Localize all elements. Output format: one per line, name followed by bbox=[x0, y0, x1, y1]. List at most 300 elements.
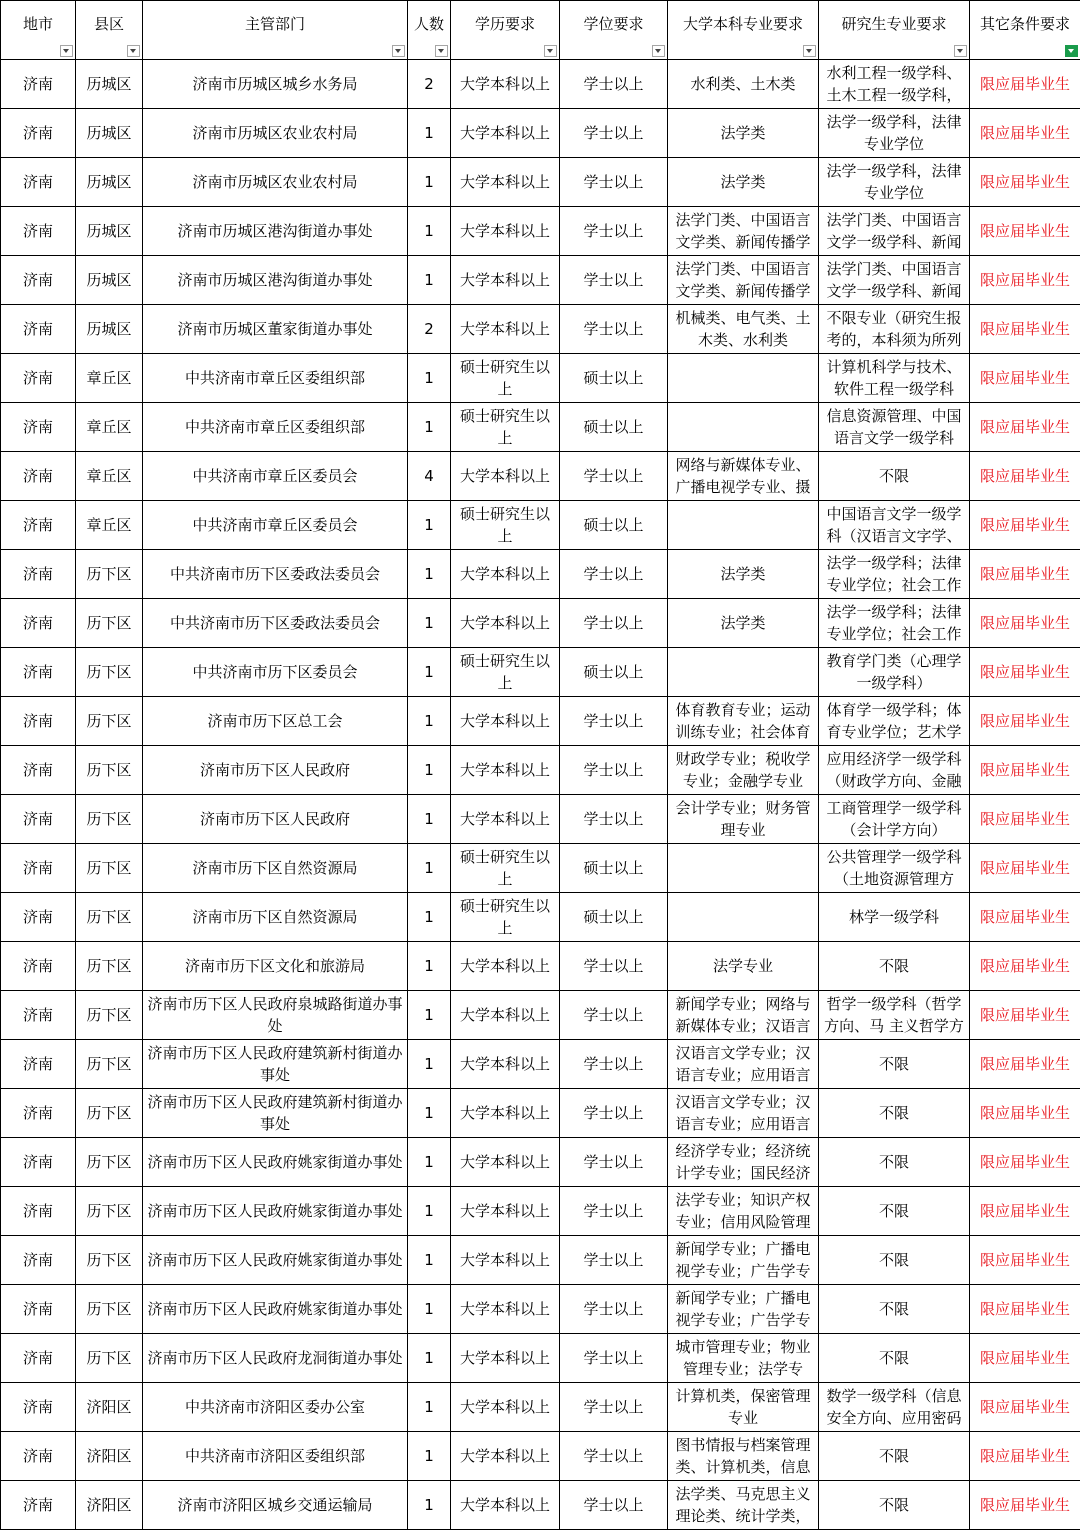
cell-degree[interactable]: 学士以上 bbox=[560, 550, 668, 599]
cell-degree[interactable]: 学士以上 bbox=[560, 158, 668, 207]
cell-city[interactable]: 济南 bbox=[1, 991, 76, 1040]
cell-education[interactable]: 大学本科以上 bbox=[451, 1334, 560, 1383]
cell-grad-major[interactable]: 中国语言文学一级学科（汉语言文字学、 bbox=[819, 501, 970, 550]
cell-education[interactable]: 硕士研究生以上 bbox=[451, 501, 560, 550]
cell-undergrad-major[interactable]: 经济学专业；经济统计学专业；国民经济 bbox=[668, 1138, 819, 1187]
cell-education[interactable]: 大学本科以上 bbox=[451, 550, 560, 599]
cell-undergrad-major[interactable]: 法学门类、中国语言文学类、新闻传播学 bbox=[668, 207, 819, 256]
cell-undergrad-major[interactable]: 新闻学专业；网络与新媒体专业；汉语言 bbox=[668, 991, 819, 1040]
cell-city[interactable]: 济南 bbox=[1, 1236, 76, 1285]
cell-department[interactable]: 济南市历城区农业农村局 bbox=[143, 158, 408, 207]
cell-other[interactable]: 限应届毕业生 bbox=[970, 1285, 1080, 1334]
filter-dropdown-icon[interactable] bbox=[435, 45, 448, 57]
cell-district[interactable]: 历城区 bbox=[76, 256, 143, 305]
cell-grad-major[interactable]: 不限 bbox=[819, 1432, 970, 1481]
cell-department[interactable]: 济南市历城区港沟街道办事处 bbox=[143, 207, 408, 256]
cell-department[interactable]: 济南市历下区人民政府姚家街道办事处 bbox=[143, 1285, 408, 1334]
cell-count[interactable]: 1 bbox=[408, 158, 451, 207]
cell-city[interactable]: 济南 bbox=[1, 1383, 76, 1432]
cell-other[interactable]: 限应届毕业生 bbox=[970, 1481, 1080, 1530]
cell-count[interactable]: 1 bbox=[408, 207, 451, 256]
table-row[interactable] bbox=[1, 403, 1080, 452]
cell-grad-major[interactable]: 法学一级学科，法律专业学位 bbox=[819, 109, 970, 158]
cell-education[interactable]: 大学本科以上 bbox=[451, 109, 560, 158]
cell-education[interactable]: 大学本科以上 bbox=[451, 1236, 560, 1285]
cell-other[interactable]: 限应届毕业生 bbox=[970, 109, 1080, 158]
cell-city[interactable]: 济南 bbox=[1, 1040, 76, 1089]
cell-degree[interactable]: 学士以上 bbox=[560, 109, 668, 158]
cell-undergrad-major[interactable] bbox=[668, 893, 819, 942]
cell-education[interactable]: 大学本科以上 bbox=[451, 1040, 560, 1089]
cell-count[interactable]: 1 bbox=[408, 256, 451, 305]
cell-undergrad-major[interactable]: 财政学专业；税收学专业；金融学专业 bbox=[668, 746, 819, 795]
cell-education[interactable]: 大学本科以上 bbox=[451, 697, 560, 746]
cell-education[interactable]: 大学本科以上 bbox=[451, 1089, 560, 1138]
cell-department[interactable]: 济南市历下区人民政府建筑新村街道办事处 bbox=[143, 1089, 408, 1138]
cell-district[interactable]: 历城区 bbox=[76, 158, 143, 207]
cell-degree[interactable]: 学士以上 bbox=[560, 1138, 668, 1187]
cell-department[interactable]: 中共济南市章丘区委员会 bbox=[143, 452, 408, 501]
filter-dropdown-icon[interactable] bbox=[803, 45, 816, 57]
cell-department[interactable]: 中共济南市历下区委政法委员会 bbox=[143, 599, 408, 648]
cell-undergrad-major[interactable]: 法学专业 bbox=[668, 942, 819, 991]
table-row[interactable] bbox=[1, 1334, 1080, 1383]
cell-count[interactable]: 1 bbox=[408, 648, 451, 697]
cell-department[interactable]: 济南市历下区人民政府泉城路街道办事处 bbox=[143, 991, 408, 1040]
cell-city[interactable]: 济南 bbox=[1, 893, 76, 942]
cell-city[interactable]: 济南 bbox=[1, 599, 76, 648]
cell-degree[interactable]: 学士以上 bbox=[560, 1285, 668, 1334]
cell-education[interactable]: 硕士研究生以上 bbox=[451, 648, 560, 697]
cell-education[interactable]: 大学本科以上 bbox=[451, 1383, 560, 1432]
cell-count[interactable]: 1 bbox=[408, 1334, 451, 1383]
cell-education[interactable]: 大学本科以上 bbox=[451, 1187, 560, 1236]
cell-education[interactable]: 硕士研究生以上 bbox=[451, 403, 560, 452]
cell-department[interactable]: 济南市历下区文化和旅游局 bbox=[143, 942, 408, 991]
cell-other[interactable]: 限应届毕业生 bbox=[970, 1236, 1080, 1285]
cell-city[interactable]: 济南 bbox=[1, 354, 76, 403]
cell-count[interactable]: 1 bbox=[408, 403, 451, 452]
cell-city[interactable]: 济南 bbox=[1, 403, 76, 452]
table-row[interactable] bbox=[1, 305, 1080, 354]
cell-district[interactable]: 历城区 bbox=[76, 60, 143, 109]
cell-grad-major[interactable]: 不限 bbox=[819, 1187, 970, 1236]
cell-undergrad-major[interactable]: 法学门类、中国语言文学类、新闻传播学 bbox=[668, 256, 819, 305]
cell-education[interactable]: 硕士研究生以上 bbox=[451, 844, 560, 893]
table-row[interactable] bbox=[1, 1383, 1080, 1432]
table-row[interactable] bbox=[1, 697, 1080, 746]
cell-grad-major[interactable]: 不限 bbox=[819, 1089, 970, 1138]
cell-other[interactable]: 限应届毕业生 bbox=[970, 452, 1080, 501]
cell-count[interactable]: 1 bbox=[408, 599, 451, 648]
cell-count[interactable]: 2 bbox=[408, 305, 451, 354]
cell-undergrad-major[interactable]: 图书情报与档案管理类、计算机类，信息 bbox=[668, 1432, 819, 1481]
cell-other[interactable]: 限应届毕业生 bbox=[970, 648, 1080, 697]
cell-district[interactable]: 历下区 bbox=[76, 1138, 143, 1187]
cell-city[interactable]: 济南 bbox=[1, 501, 76, 550]
cell-district[interactable]: 历下区 bbox=[76, 550, 143, 599]
cell-department[interactable]: 中共济南市章丘区委员会 bbox=[143, 501, 408, 550]
cell-department[interactable]: 济南市历下区人民政府龙洞街道办事处 bbox=[143, 1334, 408, 1383]
cell-undergrad-major[interactable]: 汉语言文学专业；汉语言专业；应用语言 bbox=[668, 1040, 819, 1089]
cell-district[interactable]: 历下区 bbox=[76, 795, 143, 844]
table-row[interactable] bbox=[1, 354, 1080, 403]
cell-undergrad-major[interactable]: 法学专业；知识产权专业；信用风险管理 bbox=[668, 1187, 819, 1236]
cell-department[interactable]: 济南市历城区董家街道办事处 bbox=[143, 305, 408, 354]
cell-grad-major[interactable]: 不限专业（研究生报考的，本科须为所列 bbox=[819, 305, 970, 354]
cell-count[interactable]: 1 bbox=[408, 1285, 451, 1334]
cell-city[interactable]: 济南 bbox=[1, 109, 76, 158]
cell-department[interactable]: 济南市历城区城乡水务局 bbox=[143, 60, 408, 109]
cell-district[interactable]: 历城区 bbox=[76, 207, 143, 256]
cell-city[interactable]: 济南 bbox=[1, 1432, 76, 1481]
cell-degree[interactable]: 学士以上 bbox=[560, 599, 668, 648]
cell-undergrad-major[interactable]: 新闻学专业；广播电视学专业；广告学专 bbox=[668, 1285, 819, 1334]
cell-education[interactable]: 大学本科以上 bbox=[451, 599, 560, 648]
filter-active-icon[interactable] bbox=[1065, 45, 1078, 57]
cell-department[interactable]: 济南市历下区人民政府 bbox=[143, 795, 408, 844]
cell-district[interactable]: 章丘区 bbox=[76, 354, 143, 403]
cell-education[interactable]: 硕士研究生以上 bbox=[451, 893, 560, 942]
column-header-other[interactable]: 其它条件要求 bbox=[970, 1, 1080, 60]
cell-degree[interactable]: 硕士以上 bbox=[560, 648, 668, 697]
cell-district[interactable]: 章丘区 bbox=[76, 403, 143, 452]
table-row[interactable] bbox=[1, 60, 1080, 109]
cell-degree[interactable]: 学士以上 bbox=[560, 942, 668, 991]
cell-count[interactable]: 1 bbox=[408, 109, 451, 158]
cell-city[interactable]: 济南 bbox=[1, 1334, 76, 1383]
cell-undergrad-major[interactable] bbox=[668, 844, 819, 893]
cell-district[interactable]: 历下区 bbox=[76, 599, 143, 648]
cell-count[interactable]: 1 bbox=[408, 991, 451, 1040]
cell-city[interactable]: 济南 bbox=[1, 746, 76, 795]
table-row[interactable] bbox=[1, 893, 1080, 942]
cell-department[interactable]: 中共济南市历下区委员会 bbox=[143, 648, 408, 697]
cell-other[interactable]: 限应届毕业生 bbox=[970, 256, 1080, 305]
cell-city[interactable]: 济南 bbox=[1, 1089, 76, 1138]
cell-district[interactable]: 历下区 bbox=[76, 991, 143, 1040]
cell-department[interactable]: 济南市历下区自然资源局 bbox=[143, 893, 408, 942]
cell-degree[interactable]: 学士以上 bbox=[560, 60, 668, 109]
table-row[interactable] bbox=[1, 1089, 1080, 1138]
cell-education[interactable]: 大学本科以上 bbox=[451, 158, 560, 207]
cell-degree[interactable]: 学士以上 bbox=[560, 305, 668, 354]
filter-dropdown-icon[interactable] bbox=[392, 45, 405, 57]
column-header-grad-major[interactable]: 研究生专业要求 bbox=[819, 1, 970, 60]
cell-other[interactable]: 限应届毕业生 bbox=[970, 550, 1080, 599]
cell-undergrad-major[interactable]: 城市管理专业；物业管理专业；法学专 bbox=[668, 1334, 819, 1383]
cell-district[interactable]: 历下区 bbox=[76, 1089, 143, 1138]
cell-city[interactable]: 济南 bbox=[1, 452, 76, 501]
cell-degree[interactable]: 学士以上 bbox=[560, 1089, 668, 1138]
table-row[interactable] bbox=[1, 1481, 1080, 1530]
filter-dropdown-icon[interactable] bbox=[127, 45, 140, 57]
cell-district[interactable]: 历下区 bbox=[76, 893, 143, 942]
cell-undergrad-major[interactable]: 法学类 bbox=[668, 158, 819, 207]
cell-education[interactable]: 大学本科以上 bbox=[451, 795, 560, 844]
table-row[interactable] bbox=[1, 599, 1080, 648]
table-row[interactable] bbox=[1, 550, 1080, 599]
cell-district[interactable]: 历下区 bbox=[76, 697, 143, 746]
cell-undergrad-major[interactable]: 法学类 bbox=[668, 550, 819, 599]
cell-city[interactable]: 济南 bbox=[1, 1187, 76, 1236]
column-header-district[interactable]: 县区 bbox=[76, 1, 143, 60]
cell-education[interactable]: 大学本科以上 bbox=[451, 305, 560, 354]
cell-degree[interactable]: 学士以上 bbox=[560, 207, 668, 256]
cell-other[interactable]: 限应届毕业生 bbox=[970, 60, 1080, 109]
cell-undergrad-major[interactable]: 体育教育专业；运动训练专业；社会体育 bbox=[668, 697, 819, 746]
filter-dropdown-icon[interactable] bbox=[954, 45, 967, 57]
cell-education[interactable]: 大学本科以上 bbox=[451, 942, 560, 991]
cell-grad-major[interactable]: 不限 bbox=[819, 1236, 970, 1285]
cell-other[interactable]: 限应届毕业生 bbox=[970, 1432, 1080, 1481]
table-row[interactable] bbox=[1, 109, 1080, 158]
cell-education[interactable]: 大学本科以上 bbox=[451, 256, 560, 305]
cell-city[interactable]: 济南 bbox=[1, 1481, 76, 1530]
cell-count[interactable]: 1 bbox=[408, 893, 451, 942]
cell-count[interactable]: 1 bbox=[408, 697, 451, 746]
table-row[interactable] bbox=[1, 1432, 1080, 1481]
cell-degree[interactable]: 硕士以上 bbox=[560, 844, 668, 893]
table-row[interactable] bbox=[1, 158, 1080, 207]
cell-department[interactable]: 中共济南市章丘区委组织部 bbox=[143, 403, 408, 452]
cell-count[interactable]: 1 bbox=[408, 550, 451, 599]
cell-department[interactable]: 济南市历下区人民政府姚家街道办事处 bbox=[143, 1187, 408, 1236]
cell-other[interactable]: 限应届毕业生 bbox=[970, 746, 1080, 795]
cell-undergrad-major[interactable]: 网络与新媒体专业、广播电视学专业、摄 bbox=[668, 452, 819, 501]
cell-city[interactable]: 济南 bbox=[1, 844, 76, 893]
cell-other[interactable]: 限应届毕业生 bbox=[970, 1334, 1080, 1383]
cell-district[interactable]: 历下区 bbox=[76, 942, 143, 991]
cell-city[interactable]: 济南 bbox=[1, 697, 76, 746]
filter-dropdown-icon[interactable] bbox=[60, 45, 73, 57]
cell-degree[interactable]: 学士以上 bbox=[560, 1481, 668, 1530]
cell-undergrad-major[interactable]: 法学类、马克思主义理论类、统计学类， bbox=[668, 1481, 819, 1530]
cell-degree[interactable]: 硕士以上 bbox=[560, 893, 668, 942]
cell-district[interactable]: 历下区 bbox=[76, 648, 143, 697]
cell-undergrad-major[interactable] bbox=[668, 403, 819, 452]
cell-count[interactable]: 1 bbox=[408, 1383, 451, 1432]
cell-education[interactable]: 大学本科以上 bbox=[451, 1481, 560, 1530]
table-row[interactable] bbox=[1, 1236, 1080, 1285]
table-row[interactable] bbox=[1, 746, 1080, 795]
cell-degree[interactable]: 硕士以上 bbox=[560, 354, 668, 403]
cell-other[interactable]: 限应届毕业生 bbox=[970, 991, 1080, 1040]
cell-grad-major[interactable]: 不限 bbox=[819, 1334, 970, 1383]
table-row[interactable] bbox=[1, 795, 1080, 844]
cell-grad-major[interactable]: 不限 bbox=[819, 1285, 970, 1334]
cell-grad-major[interactable]: 体育学一级学科；体育专业学位；艺术学 bbox=[819, 697, 970, 746]
filter-dropdown-icon[interactable] bbox=[544, 45, 557, 57]
cell-city[interactable]: 济南 bbox=[1, 648, 76, 697]
cell-other[interactable]: 限应届毕业生 bbox=[970, 1383, 1080, 1432]
cell-other[interactable]: 限应届毕业生 bbox=[970, 1187, 1080, 1236]
cell-degree[interactable]: 学士以上 bbox=[560, 1040, 668, 1089]
cell-grad-major[interactable]: 工商管理学一级学科（会计学方向） bbox=[819, 795, 970, 844]
cell-grad-major[interactable]: 信息资源管理、中国语言文学一级学科 bbox=[819, 403, 970, 452]
cell-department[interactable]: 济南市历城区农业农村局 bbox=[143, 109, 408, 158]
cell-grad-major[interactable]: 哲学一级学科（哲学方向、马 主义哲学方 bbox=[819, 991, 970, 1040]
column-header-education[interactable]: 学历要求 bbox=[451, 1, 560, 60]
cell-undergrad-major[interactable] bbox=[668, 501, 819, 550]
cell-grad-major[interactable]: 法学一级学科，法律专业学位 bbox=[819, 158, 970, 207]
cell-count[interactable]: 1 bbox=[408, 501, 451, 550]
cell-other[interactable]: 限应届毕业生 bbox=[970, 697, 1080, 746]
cell-other[interactable]: 限应届毕业生 bbox=[970, 1138, 1080, 1187]
cell-other[interactable]: 限应届毕业生 bbox=[970, 403, 1080, 452]
cell-education[interactable]: 硕士研究生以上 bbox=[451, 354, 560, 403]
cell-city[interactable]: 济南 bbox=[1, 158, 76, 207]
cell-city[interactable]: 济南 bbox=[1, 1285, 76, 1334]
cell-count[interactable]: 1 bbox=[408, 942, 451, 991]
cell-degree[interactable]: 学士以上 bbox=[560, 1334, 668, 1383]
cell-department[interactable]: 济南市历下区人民政府姚家街道办事处 bbox=[143, 1236, 408, 1285]
cell-other[interactable]: 限应届毕业生 bbox=[970, 893, 1080, 942]
cell-city[interactable]: 济南 bbox=[1, 942, 76, 991]
cell-undergrad-major[interactable] bbox=[668, 648, 819, 697]
cell-district[interactable]: 历下区 bbox=[76, 844, 143, 893]
cell-count[interactable]: 4 bbox=[408, 452, 451, 501]
cell-degree[interactable]: 学士以上 bbox=[560, 991, 668, 1040]
cell-district[interactable]: 历下区 bbox=[76, 1236, 143, 1285]
cell-department[interactable]: 济南市历下区自然资源局 bbox=[143, 844, 408, 893]
column-header-count[interactable]: 人数 bbox=[408, 1, 451, 60]
cell-education[interactable]: 大学本科以上 bbox=[451, 452, 560, 501]
cell-education[interactable]: 大学本科以上 bbox=[451, 746, 560, 795]
table-row[interactable] bbox=[1, 1040, 1080, 1089]
cell-grad-major[interactable]: 数学一级学科（信息安全方向、应用密码 bbox=[819, 1383, 970, 1432]
table-row[interactable] bbox=[1, 256, 1080, 305]
cell-other[interactable]: 限应届毕业生 bbox=[970, 158, 1080, 207]
cell-department[interactable]: 济南市历下区人民政府姚家街道办事处 bbox=[143, 1138, 408, 1187]
cell-other[interactable]: 限应届毕业生 bbox=[970, 207, 1080, 256]
cell-grad-major[interactable]: 公共管理学一级学科（土地资源管理方 bbox=[819, 844, 970, 893]
table-row[interactable] bbox=[1, 991, 1080, 1040]
cell-degree[interactable]: 硕士以上 bbox=[560, 501, 668, 550]
cell-education[interactable]: 大学本科以上 bbox=[451, 1285, 560, 1334]
cell-other[interactable]: 限应届毕业生 bbox=[970, 599, 1080, 648]
cell-other[interactable]: 限应届毕业生 bbox=[970, 942, 1080, 991]
cell-other[interactable]: 限应届毕业生 bbox=[970, 354, 1080, 403]
cell-degree[interactable]: 硕士以上 bbox=[560, 403, 668, 452]
cell-education[interactable]: 大学本科以上 bbox=[451, 207, 560, 256]
cell-district[interactable]: 章丘区 bbox=[76, 501, 143, 550]
cell-undergrad-major[interactable]: 水利类、土木类 bbox=[668, 60, 819, 109]
cell-degree[interactable]: 学士以上 bbox=[560, 1432, 668, 1481]
filter-dropdown-icon[interactable] bbox=[652, 45, 665, 57]
cell-degree[interactable]: 学士以上 bbox=[560, 795, 668, 844]
cell-department[interactable]: 济南市历下区人民政府建筑新村街道办事处 bbox=[143, 1040, 408, 1089]
cell-undergrad-major[interactable]: 法学类 bbox=[668, 109, 819, 158]
table-row[interactable] bbox=[1, 1187, 1080, 1236]
cell-other[interactable]: 限应届毕业生 bbox=[970, 1040, 1080, 1089]
cell-grad-major[interactable]: 不限 bbox=[819, 452, 970, 501]
cell-count[interactable]: 1 bbox=[408, 1236, 451, 1285]
cell-district[interactable]: 历下区 bbox=[76, 746, 143, 795]
table-row[interactable] bbox=[1, 452, 1080, 501]
cell-degree[interactable]: 学士以上 bbox=[560, 256, 668, 305]
cell-district[interactable]: 济阳区 bbox=[76, 1481, 143, 1530]
cell-undergrad-major[interactable]: 法学类 bbox=[668, 599, 819, 648]
cell-grad-major[interactable]: 不限 bbox=[819, 942, 970, 991]
cell-city[interactable]: 济南 bbox=[1, 795, 76, 844]
cell-grad-major[interactable]: 法学门类、中国语言文学一级学科、新闻 bbox=[819, 256, 970, 305]
cell-department[interactable]: 中共济南市章丘区委组织部 bbox=[143, 354, 408, 403]
column-header-undergrad-major[interactable]: 大学本科专业要求 bbox=[668, 1, 819, 60]
cell-degree[interactable]: 学士以上 bbox=[560, 452, 668, 501]
cell-grad-major[interactable]: 法学一级学科；法律专业学位；社会工作 bbox=[819, 550, 970, 599]
cell-undergrad-major[interactable]: 机械类、电气类、土木类、水利类 bbox=[668, 305, 819, 354]
table-row[interactable] bbox=[1, 1285, 1080, 1334]
cell-department[interactable]: 济南市历下区总工会 bbox=[143, 697, 408, 746]
cell-degree[interactable]: 学士以上 bbox=[560, 746, 668, 795]
cell-degree[interactable]: 学士以上 bbox=[560, 1236, 668, 1285]
cell-district[interactable]: 历下区 bbox=[76, 1040, 143, 1089]
cell-education[interactable]: 大学本科以上 bbox=[451, 60, 560, 109]
cell-district[interactable]: 济阳区 bbox=[76, 1432, 143, 1481]
cell-department[interactable]: 济南市历城区港沟街道办事处 bbox=[143, 256, 408, 305]
cell-city[interactable]: 济南 bbox=[1, 207, 76, 256]
cell-other[interactable]: 限应届毕业生 bbox=[970, 844, 1080, 893]
cell-count[interactable]: 1 bbox=[408, 1138, 451, 1187]
cell-undergrad-major[interactable]: 计算机类，保密管理专业 bbox=[668, 1383, 819, 1432]
cell-grad-major[interactable]: 不限 bbox=[819, 1138, 970, 1187]
cell-count[interactable]: 2 bbox=[408, 60, 451, 109]
cell-count[interactable]: 1 bbox=[408, 795, 451, 844]
cell-department[interactable]: 中共济南市历下区委政法委员会 bbox=[143, 550, 408, 599]
cell-city[interactable]: 济南 bbox=[1, 305, 76, 354]
cell-education[interactable]: 大学本科以上 bbox=[451, 1138, 560, 1187]
cell-education[interactable]: 大学本科以上 bbox=[451, 1432, 560, 1481]
table-row[interactable] bbox=[1, 207, 1080, 256]
cell-count[interactable]: 1 bbox=[408, 746, 451, 795]
table-row[interactable] bbox=[1, 1138, 1080, 1187]
cell-other[interactable]: 限应届毕业生 bbox=[970, 501, 1080, 550]
cell-grad-major[interactable]: 法学门类、中国语言文学一级学科、新闻 bbox=[819, 207, 970, 256]
cell-district[interactable]: 历城区 bbox=[76, 109, 143, 158]
cell-grad-major[interactable]: 计算机科学与技术、软件工程一级学科 bbox=[819, 354, 970, 403]
table-row[interactable] bbox=[1, 648, 1080, 697]
cell-district[interactable]: 历城区 bbox=[76, 305, 143, 354]
cell-education[interactable]: 大学本科以上 bbox=[451, 991, 560, 1040]
table-row[interactable] bbox=[1, 501, 1080, 550]
cell-count[interactable]: 1 bbox=[408, 1089, 451, 1138]
cell-grad-major[interactable]: 不限 bbox=[819, 1481, 970, 1530]
cell-undergrad-major[interactable]: 会计学专业；财务管理专业 bbox=[668, 795, 819, 844]
cell-grad-major[interactable]: 水利工程一级学科、土木工程一级学科， bbox=[819, 60, 970, 109]
cell-city[interactable]: 济南 bbox=[1, 1138, 76, 1187]
column-header-department[interactable]: 主管部门 bbox=[143, 1, 408, 60]
cell-department[interactable]: 中共济南市济阳区委办公室 bbox=[143, 1383, 408, 1432]
cell-count[interactable]: 1 bbox=[408, 1187, 451, 1236]
cell-grad-major[interactable]: 应用经济学一级学科（财政学方向、金融 bbox=[819, 746, 970, 795]
cell-undergrad-major[interactable]: 新闻学专业；广播电视学专业；广告学专 bbox=[668, 1236, 819, 1285]
cell-district[interactable]: 历下区 bbox=[76, 1285, 143, 1334]
cell-department[interactable]: 济南市历下区人民政府 bbox=[143, 746, 408, 795]
cell-city[interactable]: 济南 bbox=[1, 256, 76, 305]
cell-city[interactable]: 济南 bbox=[1, 60, 76, 109]
cell-grad-major[interactable]: 不限 bbox=[819, 1040, 970, 1089]
cell-count[interactable]: 1 bbox=[408, 354, 451, 403]
cell-district[interactable]: 历下区 bbox=[76, 1334, 143, 1383]
cell-grad-major[interactable]: 法学一级学科；法律专业学位；社会工作 bbox=[819, 599, 970, 648]
column-header-city[interactable]: 地市 bbox=[1, 1, 76, 60]
cell-count[interactable]: 1 bbox=[408, 1040, 451, 1089]
cell-department[interactable]: 中共济南市济阳区委组织部 bbox=[143, 1432, 408, 1481]
cell-degree[interactable]: 学士以上 bbox=[560, 697, 668, 746]
cell-grad-major[interactable]: 教育学门类（心理学一级学科） bbox=[819, 648, 970, 697]
cell-degree[interactable]: 学士以上 bbox=[560, 1187, 668, 1236]
